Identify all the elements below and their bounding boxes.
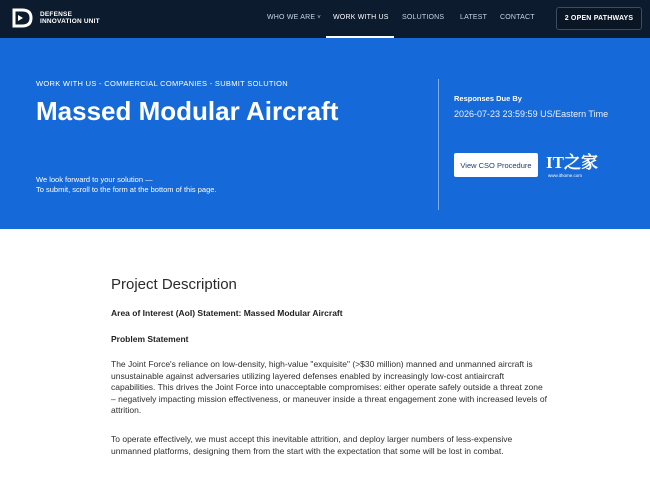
nav-item-solutions[interactable]: SOLUTIONS — [402, 14, 445, 21]
hero-note — [36, 175, 217, 195]
responses-due-value: 2026-07-23 23:59:59 US/Eastern Time — [454, 109, 609, 119]
logo[interactable] — [12, 8, 100, 28]
nav-item-latest[interactable]: LATEST — [460, 14, 488, 21]
top-navbar — [0, 0, 650, 38]
section-title: Project Description — [111, 276, 237, 293]
paragraph: The Joint Force's reliance on low-density, high-value "exquisite" (>$30 million) manned and unmanned aircraft is unsustainable against adversaries utilizing layered defenses enabled by increasingly low-cost antiaircraft capabilities. This drives the Joint Force into unacceptable compromises: either operate safely outside a threat zone – negatively impacting mission effectiveness, or maneuver inside a threat engagement zone with increased levels of attrition. — [111, 359, 547, 415]
paragraph: To operate effectively, we must accept this inevitable attrition, and deploy larger numbers of less-expensive unmanned platforms, designing them from the start with the expectation that some will be lost in combat. — [111, 434, 513, 456]
nav-item-contact[interactable]: CONTACT — [500, 14, 535, 21]
problem-statement-heading: Problem Statement — [111, 334, 189, 344]
page-title: Massed Modular Aircraft — [36, 96, 339, 126]
ithome-watermark-icon — [545, 151, 598, 179]
logo-line-1: DEFENSE — [40, 11, 73, 18]
logo-line-2: INNOVATION UNIT — [40, 18, 100, 25]
nav-label: WHO WE ARE — [267, 14, 316, 21]
chevron-down-icon: ˅ — [317, 15, 321, 21]
breadcrumb: WORK WITH US - COMMERCIAL COMPANIES - SUBMIT SOLUTION — [36, 79, 289, 88]
hero-banner — [0, 38, 650, 229]
watermark-text: IT之家 — [546, 153, 598, 172]
logo-text — [40, 11, 100, 25]
view-cso-procedure-button[interactable]: View CSO Procedure — [454, 153, 538, 177]
open-pathways-button[interactable]: 2 OPEN PATHWAYS — [556, 7, 642, 30]
responses-due-label: Responses Due By — [454, 94, 522, 103]
aoi-statement: Area of Interest (AoI) Statement: Massed Modular Aircraft — [111, 308, 343, 318]
hero-note-line-2: To submit, scroll to the form at the bottom of this page. — [36, 185, 217, 194]
hero-divider — [438, 79, 439, 210]
hero-note-line-1: We look forward to your solution — — [36, 175, 153, 184]
watermark-url: www.ithome.com — [548, 173, 583, 178]
nav-item-work-with-us[interactable]: WORK WITH US — [333, 14, 389, 21]
nav-item-who-we-are[interactable] — [267, 14, 321, 21]
diu-logo-icon — [12, 8, 34, 28]
